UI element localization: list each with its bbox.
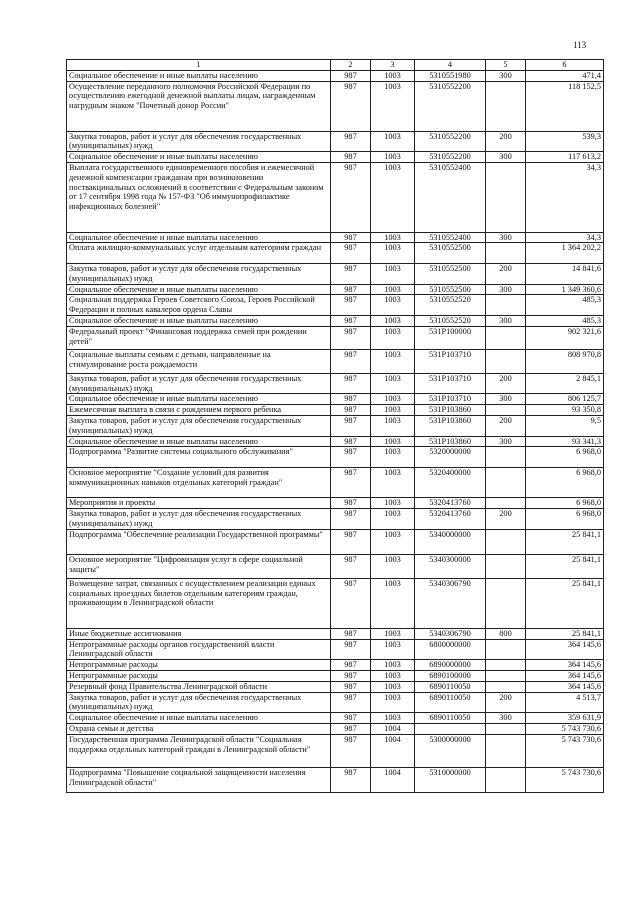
row-name-cell: Закупка товаров, работ и услуг для обеспечения государственных (муниципальных) нужд xyxy=(67,509,331,530)
row-rzpr-cell: 1003 xyxy=(371,405,415,416)
row-vr-cell xyxy=(486,81,526,131)
row-csr-cell: 5310552500 xyxy=(415,243,486,264)
row-name-cell: Выплата государственного единовременного пособия и ежемесячной денежной компенсации гражданам при возникновении поствакцинальных осложнений в соответствии с Федеральным законом от 17 сентября 1998 года № 157-ФЗ "Об иммунопрофилактике инфекционных болезней" xyxy=(67,162,331,232)
row-rzpr-cell: 1003 xyxy=(371,152,415,163)
row-vr-cell xyxy=(486,639,526,660)
row-sum-cell: 34,3 xyxy=(526,232,604,243)
row-grbs-cell: 987 xyxy=(331,578,371,628)
row-csr-cell: 6800000000 xyxy=(415,639,486,660)
table-row xyxy=(67,405,604,416)
row-grbs-cell: 987 xyxy=(331,660,371,671)
row-rzpr-cell: 1003 xyxy=(371,131,415,152)
row-csr-cell: 5310552400 xyxy=(415,162,486,232)
row-grbs-cell: 987 xyxy=(331,447,371,468)
row-name-cell: Закупка товаров, работ и услуг для обеспечения государственных (муниципальных) нужд xyxy=(67,416,331,437)
row-csr-cell: 531P103710 xyxy=(415,373,486,394)
row-vr-cell xyxy=(486,555,526,579)
row-name-cell: Социальное обеспечение и иные выплаты населению xyxy=(67,394,331,405)
table-row xyxy=(67,768,604,793)
table-row xyxy=(67,670,604,681)
row-rzpr-cell: 1003 xyxy=(371,660,415,671)
row-name-cell: Закупка товаров, работ и услуг для обеспечения государственных (муниципальных) нужд xyxy=(67,692,331,713)
table-body xyxy=(67,70,604,792)
row-grbs-cell: 987 xyxy=(331,405,371,416)
row-vr-cell: 800 xyxy=(486,628,526,639)
row-csr-cell: 5320413760 xyxy=(415,509,486,530)
row-csr-cell: 6890110050 xyxy=(415,692,486,713)
row-vr-cell: 300 xyxy=(486,394,526,405)
table-row xyxy=(67,578,604,628)
row-grbs-cell: 987 xyxy=(331,467,371,497)
table-row xyxy=(67,81,604,131)
row-grbs-cell: 987 xyxy=(331,713,371,724)
row-vr-cell: 300 xyxy=(486,152,526,163)
row-vr-cell: 200 xyxy=(486,263,526,284)
row-sum-cell: 118 152,5 xyxy=(526,81,604,131)
row-csr-cell: 5300000000 xyxy=(415,734,486,767)
row-rzpr-cell: 1003 xyxy=(371,416,415,437)
row-name-cell: Социальное обеспечение и иные выплаты населению xyxy=(67,436,331,447)
table-row xyxy=(67,681,604,692)
row-grbs-cell: 987 xyxy=(331,152,371,163)
row-name-cell: Закупка товаров, работ и услуг для обеспечения государственных (муниципальных) нужд xyxy=(67,373,331,394)
row-vr-cell xyxy=(486,326,526,350)
row-name-cell: Социальные выплаты семьям с детьми, направленные на стимулирование роста рождаемости xyxy=(67,350,331,374)
table-row xyxy=(67,660,604,671)
row-rzpr-cell: 1003 xyxy=(371,670,415,681)
row-rzpr-cell: 1003 xyxy=(371,373,415,394)
row-vr-cell: 300 xyxy=(486,284,526,295)
row-csr-cell: 5310552520 xyxy=(415,315,486,326)
row-vr-cell: 200 xyxy=(486,692,526,713)
row-sum-cell: 14 841,6 xyxy=(526,263,604,284)
row-grbs-cell: 987 xyxy=(331,681,371,692)
row-csr-cell: 5320400000 xyxy=(415,467,486,497)
row-grbs-cell: 987 xyxy=(331,373,371,394)
table-row xyxy=(67,713,604,724)
row-grbs-cell: 987 xyxy=(331,232,371,243)
row-grbs-cell: 987 xyxy=(331,162,371,232)
row-vr-cell: 300 xyxy=(486,713,526,724)
row-sum-cell: 34,3 xyxy=(526,162,604,232)
row-sum-cell: 539,3 xyxy=(526,131,604,152)
row-grbs-cell: 987 xyxy=(331,555,371,579)
row-sum-cell: 93 341,3 xyxy=(526,436,604,447)
row-sum-cell: 1 349 360,6 xyxy=(526,284,604,295)
table-row xyxy=(67,232,604,243)
row-vr-cell: 200 xyxy=(486,131,526,152)
row-grbs-cell: 987 xyxy=(331,670,371,681)
row-sum-cell: 117 613,2 xyxy=(526,152,604,163)
row-grbs-cell: 987 xyxy=(331,326,371,350)
row-name-cell: Резервный фонд Правительства Ленинградской области xyxy=(67,681,331,692)
row-sum-cell: 359 631,9 xyxy=(526,713,604,724)
row-vr-cell xyxy=(486,467,526,497)
row-name-cell: Возмещение затрат, связанных с осуществлением реализации единых социальных проездных билетов отдельным категориям граждан, проживающим в Ленинградской области xyxy=(67,578,331,628)
row-name-cell: Подпрограмма "Повышение социальной защищенности населения Ленинградской области" xyxy=(67,768,331,793)
row-name-cell: Мероприятия и проекты xyxy=(67,498,331,509)
row-grbs-cell: 987 xyxy=(331,498,371,509)
row-vr-cell xyxy=(486,447,526,468)
row-name-cell: Осуществление переданного полномочия Российской Федерации по осуществлению ежегодной денежной выплаты лицам, награжденным нагрудным знаком "Почетный донор России" xyxy=(67,81,331,131)
row-name-cell: Закупка товаров, работ и услуг для обеспечения государственных (муниципальных) нужд xyxy=(67,131,331,152)
table-row xyxy=(67,416,604,437)
row-csr-cell: 6890110050 xyxy=(415,713,486,724)
row-name-cell: Охрана семьи и детства xyxy=(67,723,331,734)
table-row xyxy=(67,284,604,295)
row-name-cell: Федеральный проект "Финансовая поддержка семей при рождении детей" xyxy=(67,326,331,350)
table-row xyxy=(67,152,604,163)
row-name-cell: Основное мероприятие "Создание условий для развития коммуникационных навыков отдельных категорий граждан" xyxy=(67,467,331,497)
row-name-cell: Иные бюджетные ассигнования xyxy=(67,628,331,639)
row-csr-cell: 531P103860 xyxy=(415,436,486,447)
row-grbs-cell: 987 xyxy=(331,734,371,767)
table-row xyxy=(67,70,604,81)
page-number: 113 xyxy=(573,40,587,50)
row-vr-cell xyxy=(486,529,526,555)
row-sum-cell: 364 145,6 xyxy=(526,681,604,692)
row-sum-cell: 5 743 730,6 xyxy=(526,734,604,767)
header-col-5: 5 xyxy=(486,60,526,71)
row-rzpr-cell: 1003 xyxy=(371,81,415,131)
row-grbs-cell: 987 xyxy=(331,81,371,131)
table-row xyxy=(67,131,604,152)
row-vr-cell xyxy=(486,670,526,681)
row-sum-cell: 25 841,1 xyxy=(526,529,604,555)
row-sum-cell: 6 968,0 xyxy=(526,447,604,468)
row-vr-cell xyxy=(486,578,526,628)
row-rzpr-cell: 1003 xyxy=(371,692,415,713)
row-vr-cell: 200 xyxy=(486,416,526,437)
table-row xyxy=(67,447,604,468)
row-csr-cell: 5310000000 xyxy=(415,768,486,793)
table-row xyxy=(67,350,604,374)
row-sum-cell: 6 968,0 xyxy=(526,498,604,509)
table-row xyxy=(67,263,604,284)
row-rzpr-cell: 1003 xyxy=(371,295,415,316)
row-csr-cell: 5340306790 xyxy=(415,578,486,628)
row-csr-cell: 531P103710 xyxy=(415,350,486,374)
row-vr-cell: 300 xyxy=(486,315,526,326)
row-sum-cell: 6 968,0 xyxy=(526,467,604,497)
row-name-cell: Социальное обеспечение и иные выплаты населению xyxy=(67,152,331,163)
row-name-cell: Непрограммные расходы xyxy=(67,670,331,681)
row-rzpr-cell: 1003 xyxy=(371,394,415,405)
row-name-cell: Ежемесячная выплата в связи с рождением первого ребенка xyxy=(67,405,331,416)
row-csr-cell: 531P103710 xyxy=(415,394,486,405)
row-sum-cell: 93 350,8 xyxy=(526,405,604,416)
row-sum-cell: 471,4 xyxy=(526,70,604,81)
row-rzpr-cell: 1003 xyxy=(371,681,415,692)
table-row xyxy=(67,692,604,713)
row-name-cell: Социальная поддержка Героев Советского Союза, Героев Российской Федерации и полных кавалеров ордена Славы xyxy=(67,295,331,316)
row-sum-cell: 5 743 730,6 xyxy=(526,768,604,793)
row-rzpr-cell: 1003 xyxy=(371,232,415,243)
row-rzpr-cell: 1003 xyxy=(371,555,415,579)
header-col-4: 4 xyxy=(415,60,486,71)
row-csr-cell: 5340306790 xyxy=(415,628,486,639)
budget-table xyxy=(66,59,604,793)
row-csr-cell: 5320413760 xyxy=(415,498,486,509)
row-vr-cell: 300 xyxy=(486,70,526,81)
row-rzpr-cell: 1003 xyxy=(371,315,415,326)
row-csr-cell: 531P100000 xyxy=(415,326,486,350)
row-vr-cell: 300 xyxy=(486,436,526,447)
header-col-1: 1 xyxy=(67,60,331,71)
row-sum-cell: 4 513,7 xyxy=(526,692,604,713)
row-name-cell: Непрограммные расходы органов государственной власти Ленинградской области xyxy=(67,639,331,660)
table-row xyxy=(67,295,604,316)
row-vr-cell: 200 xyxy=(486,509,526,530)
table-row xyxy=(67,639,604,660)
row-grbs-cell: 987 xyxy=(331,394,371,405)
row-name-cell: Социальное обеспечение и иные выплаты населению xyxy=(67,713,331,724)
row-csr-cell: 5340300000 xyxy=(415,555,486,579)
row-vr-cell xyxy=(486,405,526,416)
row-vr-cell xyxy=(486,350,526,374)
row-rzpr-cell: 1003 xyxy=(371,628,415,639)
row-csr-cell: 5310552200 xyxy=(415,131,486,152)
table-row xyxy=(67,326,604,350)
row-sum-cell: 902 321,6 xyxy=(526,326,604,350)
row-rzpr-cell: 1003 xyxy=(371,436,415,447)
row-vr-cell xyxy=(486,498,526,509)
row-csr-cell: 5310552520 xyxy=(415,295,486,316)
row-vr-cell xyxy=(486,734,526,767)
row-csr-cell: 5310552500 xyxy=(415,263,486,284)
row-grbs-cell: 987 xyxy=(331,628,371,639)
row-csr-cell: 531P103860 xyxy=(415,416,486,437)
table-header-row xyxy=(67,60,604,71)
row-sum-cell: 364 145,6 xyxy=(526,639,604,660)
row-rzpr-cell: 1003 xyxy=(371,639,415,660)
row-sum-cell: 1 364 202,2 xyxy=(526,243,604,264)
table-row xyxy=(67,555,604,579)
row-sum-cell: 9,5 xyxy=(526,416,604,437)
table-row xyxy=(67,509,604,530)
row-rzpr-cell: 1003 xyxy=(371,713,415,724)
row-rzpr-cell: 1004 xyxy=(371,723,415,734)
table-row xyxy=(67,734,604,767)
row-grbs-cell: 987 xyxy=(331,315,371,326)
row-grbs-cell: 987 xyxy=(331,284,371,295)
table-row xyxy=(67,467,604,497)
row-grbs-cell: 987 xyxy=(331,529,371,555)
row-vr-cell: 200 xyxy=(486,373,526,394)
row-vr-cell xyxy=(486,723,526,734)
row-vr-cell xyxy=(486,295,526,316)
table-row xyxy=(67,723,604,734)
header-col-6: 6 xyxy=(526,60,604,71)
row-sum-cell: 364 145,6 xyxy=(526,660,604,671)
row-csr-cell: 5310552400 xyxy=(415,232,486,243)
row-csr-cell: 6890000000 xyxy=(415,660,486,671)
row-name-cell: Социальное обеспечение и иные выплаты населению xyxy=(67,232,331,243)
row-sum-cell: 25 841,1 xyxy=(526,578,604,628)
table-row xyxy=(67,529,604,555)
row-rzpr-cell: 1004 xyxy=(371,734,415,767)
row-grbs-cell: 987 xyxy=(331,639,371,660)
row-sum-cell: 6 968,0 xyxy=(526,509,604,530)
row-name-cell: Социальное обеспечение и иные выплаты населению xyxy=(67,284,331,295)
row-sum-cell: 25 841,1 xyxy=(526,628,604,639)
row-vr-cell xyxy=(486,660,526,671)
row-grbs-cell: 987 xyxy=(331,768,371,793)
row-rzpr-cell: 1003 xyxy=(371,578,415,628)
row-sum-cell: 364 145,6 xyxy=(526,670,604,681)
row-grbs-cell: 987 xyxy=(331,416,371,437)
row-rzpr-cell: 1003 xyxy=(371,350,415,374)
table-row xyxy=(67,498,604,509)
row-rzpr-cell: 1004 xyxy=(371,768,415,793)
row-grbs-cell: 987 xyxy=(331,509,371,530)
row-csr-cell: 531P103860 xyxy=(415,405,486,416)
row-vr-cell xyxy=(486,243,526,264)
row-rzpr-cell: 1003 xyxy=(371,498,415,509)
row-sum-cell: 808 970,8 xyxy=(526,350,604,374)
row-sum-cell: 2 845,1 xyxy=(526,373,604,394)
row-grbs-cell: 987 xyxy=(331,436,371,447)
row-csr-cell: 5310552500 xyxy=(415,284,486,295)
table-row xyxy=(67,436,604,447)
row-rzpr-cell: 1003 xyxy=(371,243,415,264)
table-row xyxy=(67,394,604,405)
row-sum-cell: 806 125,7 xyxy=(526,394,604,405)
table-row xyxy=(67,243,604,264)
row-grbs-cell: 987 xyxy=(331,350,371,374)
row-sum-cell: 25 841,1 xyxy=(526,555,604,579)
row-rzpr-cell: 1003 xyxy=(371,70,415,81)
row-rzpr-cell: 1003 xyxy=(371,326,415,350)
row-rzpr-cell: 1003 xyxy=(371,447,415,468)
table-row xyxy=(67,628,604,639)
row-sum-cell: 485,3 xyxy=(526,295,604,316)
row-name-cell: Оплата жилищно-коммунальных услуг отдельным категориям граждан xyxy=(67,243,331,264)
row-name-cell: Непрограммные расходы xyxy=(67,660,331,671)
row-rzpr-cell: 1003 xyxy=(371,162,415,232)
row-sum-cell: 485,3 xyxy=(526,315,604,326)
row-grbs-cell: 987 xyxy=(331,692,371,713)
table-row xyxy=(67,373,604,394)
row-rzpr-cell: 1003 xyxy=(371,509,415,530)
row-csr-cell: 6890100000 xyxy=(415,670,486,681)
row-vr-cell xyxy=(486,162,526,232)
row-name-cell: Закупка товаров, работ и услуг для обеспечения государственных (муниципальных) нужд xyxy=(67,263,331,284)
row-csr-cell: 5310552200 xyxy=(415,152,486,163)
row-csr-cell: 6890110050 xyxy=(415,681,486,692)
row-grbs-cell: 987 xyxy=(331,295,371,316)
table-row xyxy=(67,315,604,326)
row-sum-cell: 5 743 730,6 xyxy=(526,723,604,734)
row-csr-cell: 5310552200 xyxy=(415,81,486,131)
row-name-cell: Подпрограмма "Обеспечение реализации Государственной программы" xyxy=(67,529,331,555)
row-grbs-cell: 987 xyxy=(331,131,371,152)
row-name-cell: Подпрограмма "Развитие системы социального обслуживания" xyxy=(67,447,331,468)
row-grbs-cell: 987 xyxy=(331,263,371,284)
header-col-3: 3 xyxy=(371,60,415,71)
row-csr-cell xyxy=(415,723,486,734)
row-rzpr-cell: 1003 xyxy=(371,467,415,497)
row-csr-cell: 5340000000 xyxy=(415,529,486,555)
header-col-2: 2 xyxy=(331,60,371,71)
row-name-cell: Государственная программа Ленинградской области "Социальная поддержка отдельных категорий граждан в Ленинградской области" xyxy=(67,734,331,767)
row-rzpr-cell: 1003 xyxy=(371,529,415,555)
row-grbs-cell: 987 xyxy=(331,70,371,81)
row-rzpr-cell: 1003 xyxy=(371,284,415,295)
row-vr-cell xyxy=(486,768,526,793)
row-name-cell: Основное мероприятие "Цифровизация услуг в сфере социальной защиты" xyxy=(67,555,331,579)
row-csr-cell: 5320000000 xyxy=(415,447,486,468)
row-rzpr-cell: 1003 xyxy=(371,263,415,284)
row-csr-cell: 5310551980 xyxy=(415,70,486,81)
row-grbs-cell: 987 xyxy=(331,243,371,264)
row-vr-cell xyxy=(486,681,526,692)
table-row xyxy=(67,162,604,232)
row-name-cell: Социальное обеспечение и иные выплаты населению xyxy=(67,70,331,81)
row-grbs-cell: 987 xyxy=(331,723,371,734)
row-vr-cell: 300 xyxy=(486,232,526,243)
row-name-cell: Социальное обеспечение и иные выплаты населению xyxy=(67,315,331,326)
